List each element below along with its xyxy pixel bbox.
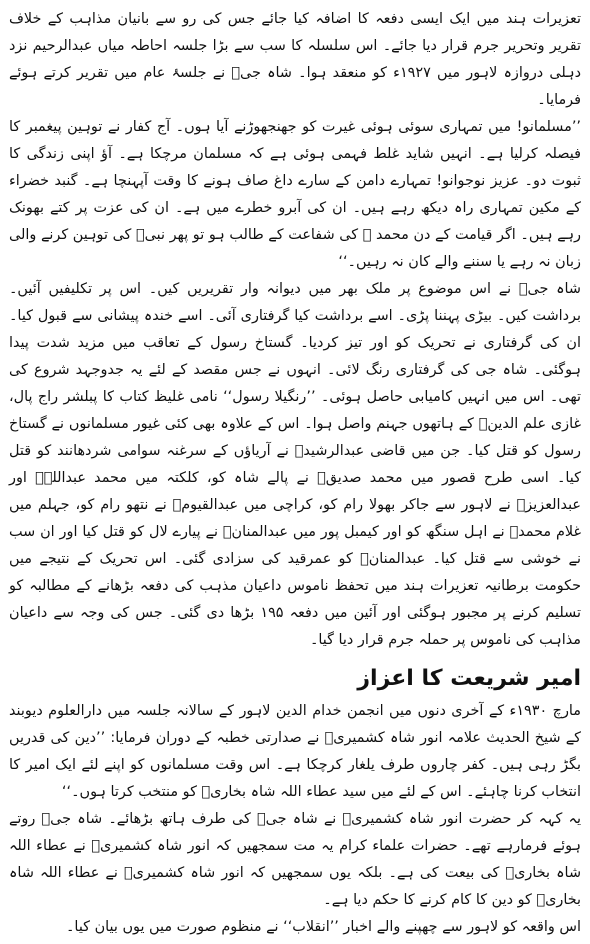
paragraph-movement-results: شاہ جیؒ نے اس موضوع پر ملک بھر میں دیوانہ وار تقریریں کیں۔ اس پر تکلیفیں آئیں۔ برداشت کیں۔ بیڑی پہننا پڑی۔ اسے برداشت کیا گرفتاری آئی۔ اسے خندہ پیشانی سے قبول کیا۔ ان کی گرفتاری نے تحریک کو اور تیز کردیا۔ گستاخ رسول کے تعاقب میں مزید شدت پیدا ہوگئی۔ شاہ جی کی گرفتاری رنگ لائی۔ انہوں نے جس مقصد کے لئے یہ جدوجہد شروع کی تھی۔ اس میں انہیں کامیابی حاصل ہوئی۔ ’’رنگیلا رسول‘‘ نامی غلیظ کتاب کا پبلشر راج پال، غازی علم الدینؒ کے ہاتھوں جہنم واصل ہوا۔ اس کے علاوہ بھی کئی غیور مسلمانوں نے گستاخ رسول کو قتل کیا۔ جن میں قاضی عبدالرشیدؒ نے آریاؤں کے سرغنہ سوامی شردھانند کو قتل کیا۔ اسی طرح قصور میں محمد صدیقؒ نے پالے شاہ کو، کلکتہ میں محمد عبداللہؒ اور عبدالعزیزؒ نے لاہور سے جاکر بھولا رام کو، کراچی میں عبدالقیومؒ نے نتھو رام کو، جہلم میں غلام محمدؒ نے اہل سنگھ کو اور کیمبل پور میں عبدالمنانؒ نے پیارے لال کو قتل کیا اور ان سب نے خوشی سے قتل کیا۔ عبدالمنانؒ کو عمرقید کی سزادی گئی۔ اس تحریک کے نتیجے میں حکومت برطانیہ تعزیرات ہند میں تحفظ ناموس داعیان مذہب کی دفعہ بڑھانے کے مطالبہ کو تسلیم کرنے پر مجبور ہوگئی اور آئین میں دفعہ ۱۹۵ بڑھا دی گئی۔ جس کی وجہ سے داعیان مذاہب کی ناموس پر حملہ جرم قرار دیا گیا۔ [9,281,581,648]
paragraph-blasphemy-law-demand: تعزیرات ہند میں ایک ایسی دفعہ کا اضافہ کیا جائے جس کی رو سے بانیان مذاہب کے خلاف تقریر وتحریر جرم قرار دیا جائے۔ اس سلسلہ کا سب سے بڑا جلسہ احاطہ میاں عبدالرحیم نزد دہلی دروازہ لاہور میں ۱۹۲۷ء کو منعقد ہوا۔ شاہ جیؒ نے جلسۂ عام میں تقریر کرتے ہوئے فرمایا۔ [9,11,581,108]
paragraph-speech-quote: ’’مسلمانو! میں تمہاری سوئی ہوئی غیرت کو جھنجھوڑنے آیا ہوں۔ آج کفار نے توہین پیغمبر کا فیصلہ کرلیا ہے۔ انہیں شاید غلط فہمی ہوئی ہے کہ مسلمان مرچکا ہے۔ آؤ اپنی زندگی کا ثبوت دو۔ عزیز نوجوانو! تمہارے دامن کے سارے داغ صاف ہونے کا وقت آپہنچا ہے۔ گنبد خضراء کے مکین تمہاری راہ دیکھ رہے ہیں۔ ان کی آبرو خطرے میں ہے۔ ان کی عزت پر کتے بھونک رہے ہیں۔ اگر قیامت کے دن محمد ﷺ کی شفاعت کے طالب ہو تو پھر نبیؐ کی توہین کرنے والی زبان نہ رہے یا سننے والے کان نہ رہیں۔‘‘ [9,119,581,270]
paragraph-allegiance: یہ کہہ کر حضرت انور شاہ کشمیریؒ نے شاہ جیؒ کی طرف ہاتھ بڑھائے۔ شاہ جیؒ روتے ہوئے فرمارہے تھے۔ حضرات علماء کرام یہ مت سمجھیں کہ انور شاہ کشمیریؒ نے عطاء اللہ شاہ بخاریؒ کی بیعت کی ہے۔ بلکہ یوں سمجھیں کہ انور شاہ کشمیریؒ نے عطاء اللہ شاہ بخاریؒ کو دین کا کام کرنے کا حکم دیا ہے۔ [9,811,581,908]
section-heading: امیر شریعت کا اعزاز [357,666,581,691]
paragraph-annual-gathering: مارچ ۱۹۳۰ء کے آخری دنوں میں انجمن خدام الدین لاہور کے سالانہ جلسہ میں دارالعلوم دیوبند کے شیخ الحدیث علامہ انور شاہ کشمیریؒ نے صدارتی خطبہ کے دوران فرمایا: ’’دین کی قدریں بگڑ رہی ہیں۔ کفر چاروں طرف یلغار کرچکا ہے۔ اس وقت مسلمانوں کو اپنے لئے ایک امیر کا انتخاب کرنا چاہئے۔ اس کے لئے میں سید عطاء اللہ شاہ بخاریؒ کو منتخب کرتا ہوں۔‘‘ [9,703,582,800]
paragraph-newspaper-note: اس واقعہ کو لاہور سے چھپنے والے اخبار ’’انقلاب‘‘ نے منظوم صورت میں یوں بیان کیا۔ [66,919,581,935]
